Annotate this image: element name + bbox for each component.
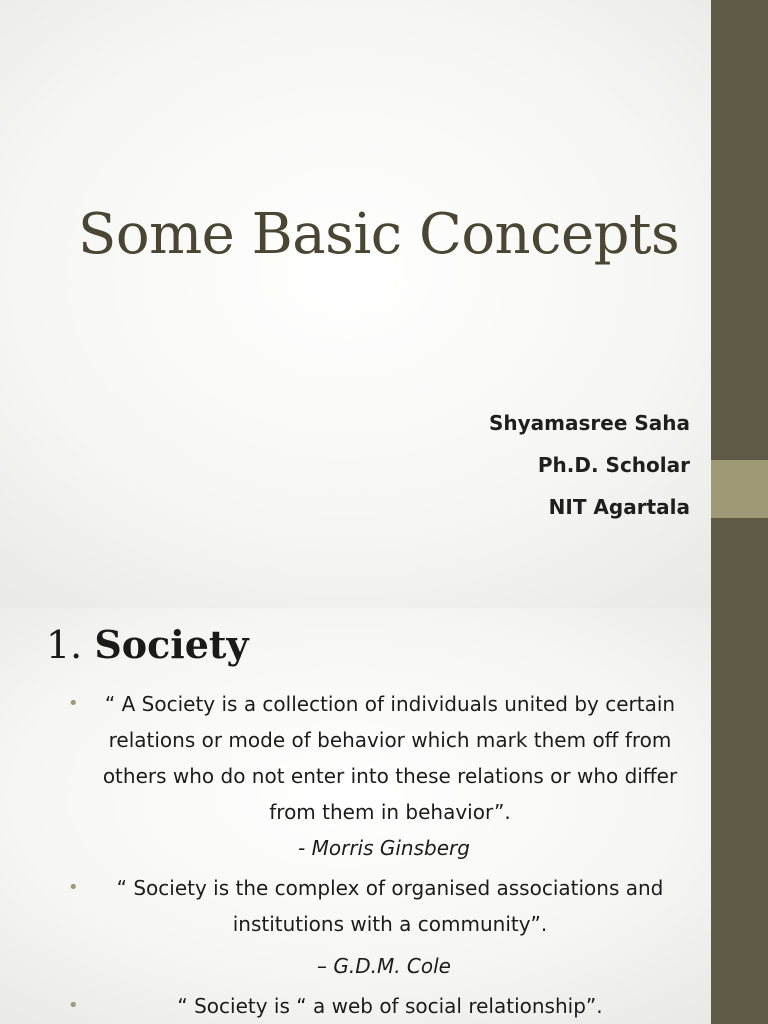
heading-text: Society [94, 622, 249, 667]
bullet-icon: • [68, 877, 79, 898]
content-slide [0, 608, 768, 1024]
definition-list [64, 686, 704, 1024]
author-institution: NIT Agartala [548, 495, 690, 519]
slide-title: Some Basic Concepts [78, 202, 680, 267]
bullet-icon: • [68, 693, 79, 714]
author-role: Ph.D. Scholar [537, 453, 690, 477]
section-heading [46, 622, 249, 667]
list-item [64, 870, 704, 984]
definition-author: – G.D.M. Cole [316, 954, 451, 978]
definition-quote: “ A Society is a collection of individuals united by certain relations or mode of behavior which mark them off from others who do not enter into these relations or who differ from them in behavior”. [102, 692, 678, 824]
list-item [64, 686, 704, 866]
definition-quote: “ Society is the complex of organised associations and institutions with a community”. [116, 876, 664, 936]
author-name: Shyamasree Saha [488, 411, 690, 435]
list-item [64, 988, 704, 1024]
author-byline [489, 402, 690, 528]
bullet-icon: • [68, 995, 79, 1016]
slide-side-bar [711, 608, 768, 1024]
definition-quote: “ Society is “ a web of social relationship”. [177, 994, 603, 1018]
heading-number: 1. [46, 623, 83, 667]
definition-author: - Morris Ginsberg [298, 836, 470, 860]
slide-side-accent [711, 460, 768, 518]
